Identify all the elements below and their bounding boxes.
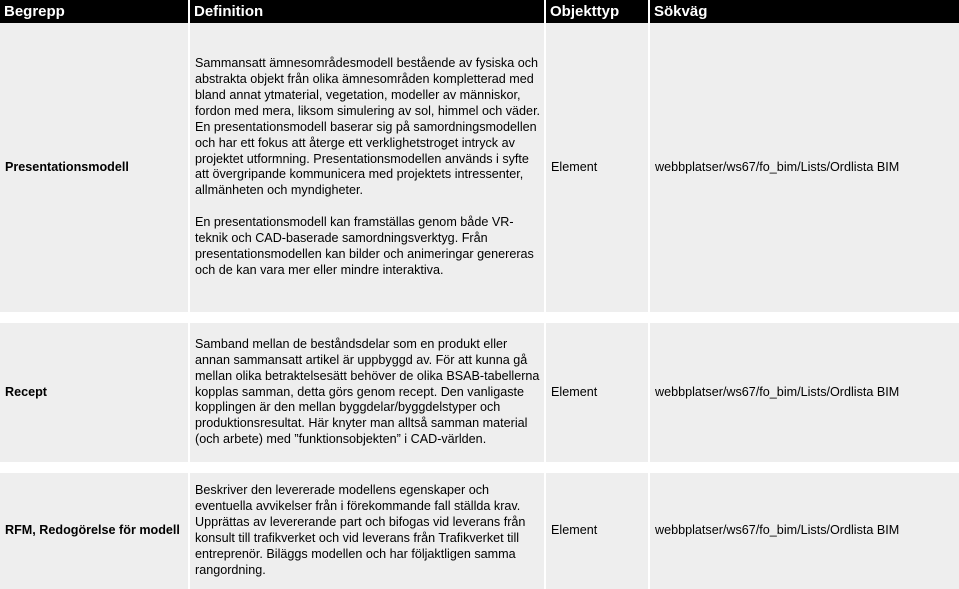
header-sokvag: Sökväg <box>649 0 959 23</box>
header-row <box>0 0 959 23</box>
header-objekttyp: Objekttyp <box>545 0 649 23</box>
header-begrepp: Begrepp <box>0 0 189 23</box>
objekttyp-cell: Element <box>545 473 649 589</box>
objekttyp-cell: Element <box>545 23 649 312</box>
definition-cell <box>189 23 545 312</box>
definition-paragraph: Beskriver den levererade modellens egenskaper och eventuella avvikelser från i förekommande fall ställda krav. Upprättas av levererande part och bifogas vid leverans från konsult till trafikverket och vid leverans från Trafikverket till entreprenör. Biläggs modellen och har följaktligen samma rangordning. <box>195 483 526 577</box>
definition-paragraph: En presentationsmodell kan framställas genom både VR-teknik och CAD-baserade samordningsverktyg. Från presentationsmodellen kan bilder och animeringar genereras och de kan vara mer eller mindre interaktiva. <box>195 215 534 277</box>
table-row <box>0 473 959 589</box>
term-cell: Recept <box>0 323 189 462</box>
sokvag-cell: webbplatser/ws67/fo_bim/Lists/Ordlista BIM <box>649 473 959 589</box>
definition-paragraph: Samband mellan de beståndsdelar som en produkt eller annan sammansatt artikel är uppbyggd av. För att kunna gå mellan olika betraktelsesätt behöver de olika BSAB-tabellerna kopplas samman, detta görs genom recept. Den vanligaste kopplingen är den mellan byggdelar/byggdelstyper och produktionsresultat. Här knyter man alltså samman material (och arbete) med ”funktionsobjekten” i CAD-världen. <box>195 336 540 447</box>
header-definition: Definition <box>189 0 545 23</box>
table-row <box>0 323 959 462</box>
term-cell: RFM, Redogörelse för modell <box>0 473 189 589</box>
term-cell: Presentationsmodell <box>0 23 189 312</box>
sokvag-cell: webbplatser/ws67/fo_bim/Lists/Ordlista BIM <box>649 323 959 462</box>
definition-cell <box>189 323 545 462</box>
sokvag-cell: webbplatser/ws67/fo_bim/Lists/Ordlista BIM <box>649 23 959 312</box>
objekttyp-cell: Element <box>545 323 649 462</box>
definition-cell <box>189 473 545 589</box>
row-separator <box>0 312 959 323</box>
row-separator <box>0 462 959 473</box>
table-row <box>0 23 959 312</box>
definition-paragraph: Sammansatt ämnesområdesmodell bestående av fysiska och abstrakta objekt från olika ämnesområden kompletterad med bland annat ytmaterial, vegetation, modeller av människor, fordon med mera, liksom simulering av sol, himmel och väder. En presentationsmodell baserar sig på samordningsmodellen och har ett fokus att återge ett verklighetstroget intryck av projektet utformning. Presentationsmodellen används i syfte att övergripande kommunicera med projektets intressenter, allmänheten och myndigheter. <box>195 56 541 198</box>
